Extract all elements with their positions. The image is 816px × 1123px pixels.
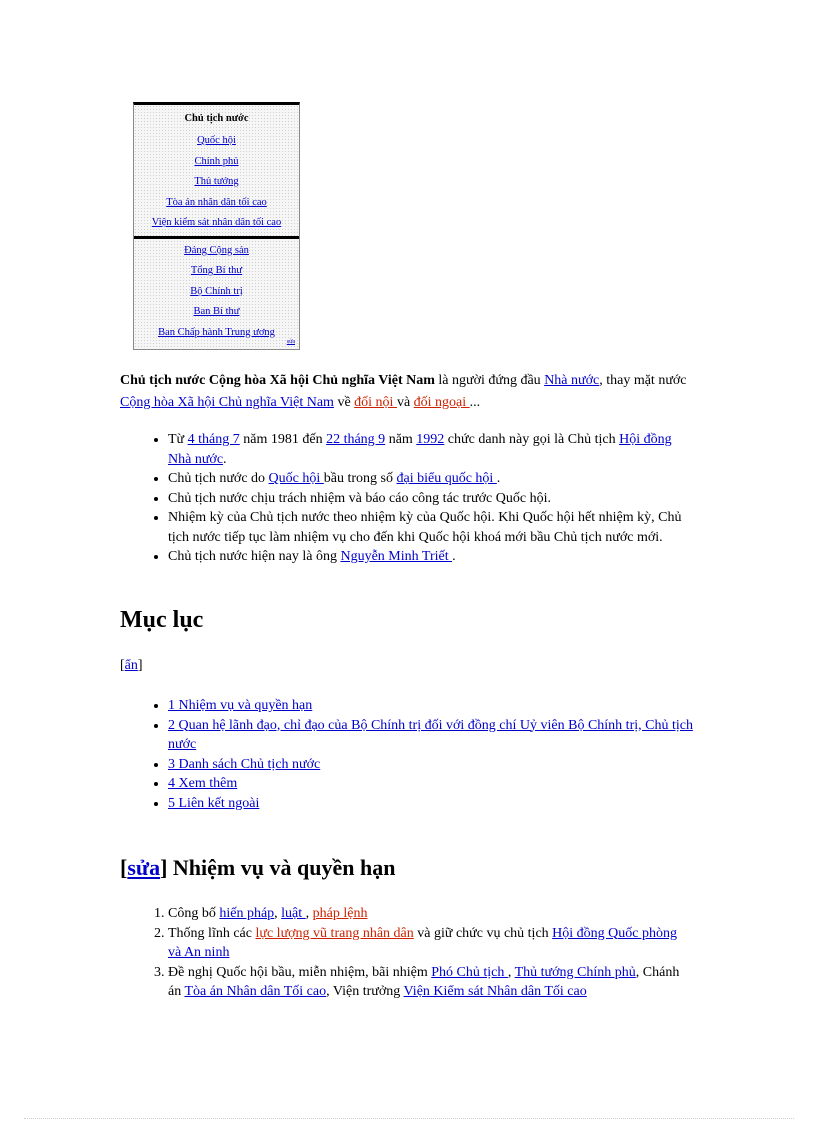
link-year-1992[interactable]: 1992 <box>416 432 445 447</box>
link-quoc-hoi[interactable]: Quốc hội <box>268 471 324 486</box>
link-luat[interactable]: luật <box>281 906 306 921</box>
infobox-link-quoc-hoi[interactable]: Quốc hội <box>197 135 236 146</box>
list-item <box>168 755 700 775</box>
list-item <box>168 963 690 1002</box>
infobox-link-vien-kiem-sat[interactable]: Viện kiểm sát nhân dân tối cao <box>151 217 282 228</box>
link-nha-nuoc[interactable]: Nhà nước <box>544 373 600 388</box>
infobox-link-bo-chinh-tri[interactable]: Bộ Chính trị <box>190 285 243 297</box>
duty-text: và giữ chức vụ chủ tịch <box>413 925 553 941</box>
toc-hide-link[interactable]: ẩn <box>124 658 138 673</box>
link-thu-tuong-chinh-phu[interactable]: Thủ tướng Chính phủ <box>514 964 636 980</box>
link-nguyen-minh-triet[interactable]: Nguyễn Minh Triết <box>340 549 453 564</box>
duty-text: , <box>507 964 515 980</box>
duty-text: Công bố <box>168 906 220 921</box>
intro-text: ... <box>469 395 481 410</box>
infobox-link-tong-bi-thu[interactable]: Tổng Bí thư <box>190 265 243 276</box>
fact-text: năm 1981 đến <box>239 432 327 447</box>
link-toa-an-nhan-dan[interactable]: Tòa án Nhân dân Tối cao <box>184 984 327 999</box>
list-item: • Chủ tịch nước chịu trách nhiệm và báo cáo công tác trước Quốc hội. <box>168 489 690 509</box>
link-doi-ngoai[interactable]: đối ngoại <box>413 395 470 410</box>
list-item <box>168 924 690 963</box>
infobox-edit-link[interactable]: sửa <box>286 339 295 345</box>
fact-text: Chủ tịch nước do <box>168 471 269 486</box>
fact-text: . <box>452 549 456 564</box>
link-date-22-9[interactable]: 22 tháng 9 <box>326 432 386 447</box>
list-item <box>168 469 690 489</box>
infobox-link-ban-chap-hanh[interactable]: Ban Chấp hành Trung ương <box>158 326 275 338</box>
toc-item-5[interactable]: 5 Liên kết ngoài <box>168 795 260 811</box>
list-item <box>168 716 700 755</box>
intro-text: , thay mặt nước <box>599 373 687 388</box>
list-item <box>168 547 690 567</box>
link-dai-bieu-quoc-hoi[interactable]: đại biểu quốc hội <box>396 471 497 486</box>
infobox-title: Chủ tịch nước <box>184 113 249 124</box>
infobox-link-thu-tuong[interactable]: Thủ tướng <box>194 176 239 187</box>
fact-text: Từ <box>168 432 188 447</box>
list-item <box>168 904 690 924</box>
toc-list <box>120 696 700 813</box>
duties-list <box>120 904 690 1002</box>
list-item: • Nhiệm kỳ của Chủ tịch nước theo nhiệm kỳ của Quốc hội. Khi Quốc hội hết nhiệm kỳ, Chủ tịch nước tiếp tục làm nhiệm vụ cho đến khi Quốc hội khoá mới bầu Chủ tịch nước mới. <box>168 508 690 547</box>
bracket: ] <box>160 855 168 880</box>
infobox-link-chinh-phu[interactable]: Chính phủ <box>194 155 239 167</box>
duty-text: , <box>274 906 282 921</box>
toc-item-4[interactable]: 4 Xem thêm <box>168 776 238 791</box>
fact-text: . <box>223 451 227 467</box>
intro-subject: Chủ tịch nước Cộng hòa Xã hội Chủ nghĩa Việt Nam <box>120 373 435 388</box>
duty-text: , Viện trưởng <box>326 984 404 999</box>
infobox <box>133 102 300 350</box>
bracket: [ <box>120 658 125 673</box>
bracket: ] <box>137 658 143 673</box>
duty-text: , <box>305 906 313 921</box>
list-item <box>168 774 700 794</box>
link-date-4-7[interactable]: 4 tháng 7 <box>187 432 240 447</box>
link-pho-chu-tich[interactable]: Phó Chủ tịch <box>431 964 508 980</box>
intro-text: về <box>333 395 355 410</box>
toc-heading: Mục lục <box>120 607 204 633</box>
bracket: [ <box>120 855 128 880</box>
duty-text: Đề nghị Quốc hội bầu, miễn nhiệm, bãi nhiệm <box>168 964 432 980</box>
duty-text: , Chánh án <box>168 964 680 999</box>
toc-item-2[interactable]: 2 Quan hệ lãnh đạo, chỉ đạo của Bộ Chính trị đối với đồng chí Uỷ viên Bộ Chính trị, Chủ tịch nước <box>168 717 693 752</box>
link-cong-hoa[interactable]: Cộng hòa Xã hội Chủ nghĩa Việt Nam <box>120 395 334 410</box>
section-title: Nhiệm vụ và quyền hạn <box>167 855 396 880</box>
link-vien-kiem-sat[interactable]: Viện Kiểm sát Nhân dân Tối cao <box>403 984 587 999</box>
toc-item-1[interactable]: 1 Nhiệm vụ và quyền hạn <box>168 698 313 713</box>
section-heading <box>120 852 395 884</box>
toc-toggle <box>120 656 143 676</box>
fact-text: chức danh này gọi là Chủ tịch <box>444 432 620 447</box>
toc-item-3[interactable]: 3 Danh sách Chủ tịch nước <box>168 756 321 772</box>
link-luc-luong-vu-trang[interactable]: lực lượng vũ trang nhân dân <box>255 925 414 941</box>
page-bottom-divider <box>24 1118 794 1119</box>
infobox-divider <box>134 236 299 239</box>
list-item <box>168 696 700 716</box>
fact-text: Chủ tịch nước hiện nay là ông <box>168 549 341 564</box>
infobox-link-ban-bi-thu[interactable]: Ban Bí thư <box>193 306 240 317</box>
infobox-link-dang-cong-san[interactable]: Đảng Cộng sản <box>184 244 249 256</box>
list-item <box>168 430 690 469</box>
facts-list <box>120 430 690 567</box>
link-hoi-dong-quoc-phong[interactable]: Hội đồng Quốc phòng và An ninh <box>168 925 677 960</box>
fact-text: bầu trong số <box>323 471 397 486</box>
infobox-link-toa-an[interactable]: Tòa án nhân dân tối cao <box>166 196 267 208</box>
intro-paragraph <box>120 370 690 414</box>
intro-text: và <box>396 395 414 410</box>
intro-text: là người đứng đầu <box>434 373 545 388</box>
link-hoi-dong-nha-nuoc[interactable]: Hội đồng Nhà nước <box>168 432 672 467</box>
link-hien-phap[interactable]: hiến pháp <box>219 906 275 921</box>
link-doi-noi[interactable]: đối nội <box>354 395 397 410</box>
list-item <box>168 794 700 814</box>
section-edit-link[interactable]: sửa <box>127 855 161 880</box>
fact-text: . <box>496 471 501 486</box>
duty-text: Thống lĩnh các <box>168 925 256 941</box>
link-phap-lenh[interactable]: pháp lệnh <box>312 906 368 921</box>
fact-text: năm <box>385 432 417 447</box>
